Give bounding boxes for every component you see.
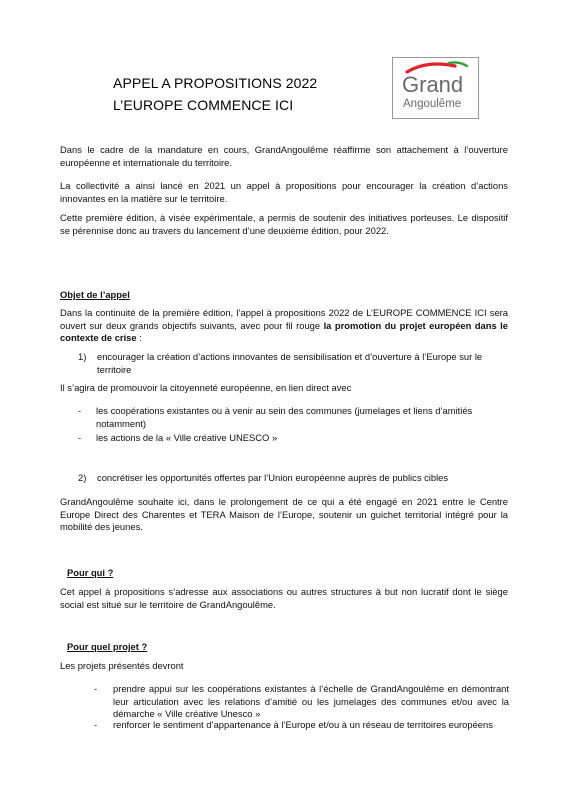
section-heading-pour-qui: Pour qui ?	[67, 567, 114, 578]
objet-bullet-1: les coopérations existantes ou à venir au sein des communes (jumelages et liens d’amitiés notamment)	[96, 405, 473, 429]
bullet-dash: -	[78, 405, 82, 416]
objective-1-text: encourager la création d’actions innovantes de sensibilisation et d’ouverture à l’Europe sur le territoire	[97, 351, 483, 375]
objet-paragraph-3: GrandAngoulême souhaite ici, dans le prolongement de ce qui a été engagé en 2021 entre le Centre Europe Direct des Charentes et TERA Maison de l’Europe, soutenir un guichet territorial intégré pour la mobilité des jeunes.	[60, 496, 508, 532]
objet-paragraph-1	[60, 307, 508, 345]
pour-qui-paragraph: Cet appel à propositions s’adresse aux associations ou autres structures à but non lucratif dont le siège social est situé sur le territoire de GrandAngoulême.	[60, 586, 508, 610]
intro-paragraph-3: Cette première édition, à visée expérimentale, a permis de soutenir des initiatives porteuses. Le dispositif se pérennise donc au travers du lancement d’une deuxième édition, pour 2022.	[60, 212, 508, 236]
bullet-dash: -	[94, 683, 98, 694]
logo-text-grand: Grand	[402, 72, 464, 97]
section-heading-pour-quel-projet: Pour quel projet ?	[67, 641, 148, 652]
objective-2-text: concrétiser les opportunités offertes par l’Union européenne auprès de publics cibles	[97, 472, 449, 483]
document-subtitle: L’EUROPE COMMENCE ICI	[113, 97, 294, 113]
grandangouleme-logo	[392, 57, 479, 119]
logo-text-angouleme: Angoulême	[403, 98, 462, 110]
section-heading-objet: Objet de l’appel	[60, 289, 130, 300]
projet-bullet-2: renforcer le sentiment d’appartenance à l’Europe et/ou à un réseau de territoires européens	[113, 719, 493, 730]
objet-paragraph-2: Il s’agira de promouvoir la citoyenneté européenne, en lien direct avec	[60, 382, 352, 393]
projet-bullet-1: prendre appui sur les coopérations existantes à l’échelle de GrandAngoulême en démontrant leur articulation avec les relations d’amitié ou les jumelages des communes et/ou avec la démarche « Ville créative Unesco »	[113, 683, 509, 719]
intro-paragraph-1: Dans le cadre de la mandature en cours, GrandAngoulême réaffirme son attachement à l’ouverture européenne et internationale du territoire.	[60, 144, 508, 168]
objective-2-number: 2)	[78, 472, 87, 483]
objet-paragraph-1-bold: la promotion du projet européen dans le contexte de crise	[60, 319, 509, 343]
intro-paragraph-2: La collectivité a ainsi lancé en 2021 un appel à propositions pour encourager la création d’actions innovantes en la matière sur le territoire.	[60, 180, 508, 204]
objective-1-number: 1)	[78, 351, 87, 362]
bullet-dash: -	[78, 432, 82, 443]
pour-quel-projet-intro: Les projets présentés devront	[60, 660, 184, 671]
bullet-dash: -	[94, 719, 98, 730]
objet-paragraph-1-text: Dans la continuité de la première édition, l’appel à propositions 2022 de L’EUROPE COMMENCE ICI sera ouvert sur deux grands objectifs suivants, avec pour fil rouge	[60, 307, 508, 331]
document-title: APPEL A PROPOSITIONS 2022	[113, 75, 318, 91]
objet-paragraph-1-end: :	[136, 332, 142, 343]
objet-bullet-2: les actions de la « Ville créative UNESCO »	[96, 432, 278, 443]
